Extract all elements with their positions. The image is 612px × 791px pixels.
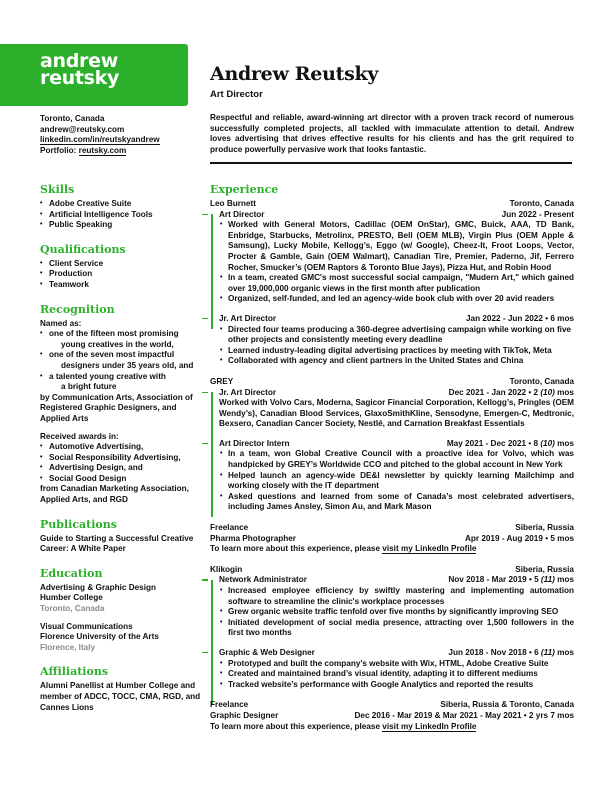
bullet-text: Worked with General Motors, Cadillac (OEM OnStar), GMC, Buick, AAA, TD Bank, Enbridge, Starbucks, Metrolinx, PRESTO, Bell (OEM MLB), Virgin Plus (OEM Apple & Samsung), Lucky Mobile, Kellogg’s, Eggo (w/ Google), Cheez-It, Froot Loops, Vector, Procter & Gamble, Gain (OEM Walmart), Canadian Tire, Premier, Paderno, Jif, Ferrero Rocher, Smucker’s (OEM Raptors & Toronto Blue Jays), Pizza Hut, and Robin Hood <box>228 220 574 272</box>
role-tick <box>202 392 208 394</box>
list-item: • Social Responsibility Advertising, <box>40 453 202 464</box>
list-item: • Production <box>40 269 202 280</box>
list-item: • Automotive Advertising, <box>40 442 202 453</box>
header-divider <box>210 162 572 164</box>
role-title: Pharma Photographer <box>210 533 296 543</box>
company-name: Klikogin <box>210 564 243 574</box>
role-row <box>210 711 574 722</box>
list-item: • Social Good Design <box>40 474 202 485</box>
role-tick <box>202 579 208 581</box>
list-item: • Created and maintained brand’s visual identity, adapting it to different mediums <box>219 669 574 680</box>
education-program: Visual Communications <box>40 621 133 631</box>
role-row <box>219 388 574 399</box>
dates-tail: mos <box>554 647 574 657</box>
list-item: • In a team, won Global Creative Council with a proactive idea for Volvo, which was handpicked by GREY’s Worldwide CCO and pitched to the global account in New York <box>219 449 574 470</box>
education-school: Florence University of the Arts <box>40 632 159 642</box>
role-graphic-web-designer <box>210 648 574 690</box>
publications-heading: Publications <box>40 517 117 531</box>
named-item-line: a bright future <box>61 382 117 392</box>
portfolio-label: Portfolio: <box>40 145 79 155</box>
dates-ital: (11) <box>540 575 555 585</box>
list-item <box>219 220 574 273</box>
list-item <box>40 372 202 393</box>
list-item: • Adobe Creative Suite <box>40 199 202 210</box>
linkedin-note <box>210 722 574 733</box>
role-dates <box>448 575 574 586</box>
role-tick <box>202 318 208 320</box>
list-item: • Asked questions and learned from some of Canada’s most celebrated advertisers, including James Ansley, Simon Au, and Mark Mason <box>219 492 574 513</box>
company-location: Siberia, Russia <box>515 564 574 574</box>
role-dates: Jan 2022 - Jun 2022 • 6 mos <box>466 313 574 323</box>
company-grey <box>210 377 574 513</box>
list-item: • Grew organic website traffic tenfold over five months by significantly improving SEO <box>219 607 574 618</box>
company-name: Leo Burnett <box>210 199 256 208</box>
awards-label: Received awards in: <box>40 431 119 441</box>
company-name: Freelance <box>210 523 249 533</box>
role-art-director <box>210 210 574 305</box>
list-item <box>40 329 202 350</box>
list-item <box>40 350 202 371</box>
role-row <box>219 210 574 221</box>
role-description: Worked with Volvo Cars, Moderna, Sagicor Financial Corporation, Kellogg’s, Pringles (OEM Wendy’s), Canadian Blood Services, GlaxoSmithKline, Sensodyne, Emergen-C, Medtronic, Bexsero, Canadian Cancer Society, Nestlé, and Carnation Breakfast Essentials <box>219 398 574 429</box>
dates-main: Nov 2018 - Mar 2019 • 5 <box>448 575 541 585</box>
company-row <box>210 523 574 534</box>
qualifications-list <box>40 259 202 291</box>
contact-linkedin-link[interactable]: linkedin.com/in/reutskyandrew <box>40 135 160 145</box>
awards-from-text: from Canadian Marketing Association, Applied Arts, and RGD <box>40 484 189 505</box>
list-item: • Organized, self-funded, and led an agency-wide book club with over 20 avid readers <box>219 294 574 305</box>
role-title: Network Administrator <box>219 575 307 585</box>
role-bullets <box>219 325 574 367</box>
sidebar-column <box>40 183 202 713</box>
list-item: • Directed four teams producing a 360-degree advertising campaign while working on five other projects and consistently meeting every deadline <box>219 325 574 346</box>
education-program: Advertising & Graphic Design <box>40 582 157 592</box>
company-row <box>210 565 574 576</box>
company-leo-burnett <box>210 199 574 367</box>
linkedin-profile-link[interactable]: visit my LinkedIn Profile <box>382 544 477 554</box>
qualifications-heading: Qualifications <box>40 242 126 256</box>
list-item: • Advertising Design, and <box>40 463 202 474</box>
role-dates: Jun 2022 - Present <box>501 209 574 219</box>
logo-line-first: andrew <box>40 50 118 72</box>
dates-main: Jun 2018 - Nov 2018 • 6 <box>448 647 541 657</box>
company-location: Toronto, Canada <box>509 199 574 208</box>
dates-ital: (11) <box>540 647 555 657</box>
role-tick <box>202 214 208 216</box>
dates-tail: mos <box>554 575 574 585</box>
note-text: To learn more about this experience, please <box>210 544 383 554</box>
role-title: Jr. Art Director <box>219 387 277 397</box>
list-item: • In a team, created GMC's most successful social campaign, "Mudern Art," which gained over 19,000,000 organic views in the first month after publication <box>219 273 574 294</box>
role-title: Graphic Designer <box>210 710 279 720</box>
named-item-line: designers under 35 years old, and <box>61 360 194 370</box>
list-item: • Public Speaking <box>40 220 202 231</box>
contact-email[interactable]: andrew@reutsky.com <box>40 124 125 134</box>
education-location: Toronto, Canada <box>40 604 105 614</box>
logo-banner <box>0 44 188 106</box>
portfolio-link[interactable]: reutsky.com <box>78 145 127 155</box>
role-bullets <box>219 586 574 639</box>
role-bullets <box>219 659 574 691</box>
company-row <box>210 700 574 711</box>
company-row <box>210 377 574 388</box>
education-item <box>40 583 202 615</box>
linkedin-profile-link[interactable]: visit my LinkedIn Profile <box>382 721 477 731</box>
skills-heading: Skills <box>40 183 75 196</box>
experience-heading: Experience <box>210 183 279 196</box>
named-item-line: young creatives in the world, <box>61 339 174 349</box>
affiliations-heading: Affiliations <box>40 665 109 679</box>
company-name: GREY <box>210 376 234 386</box>
role-title: Art Director <box>219 209 265 219</box>
named-item-line: a talented young creative with <box>49 371 166 381</box>
publication-title: Guide to Starting a Successful Creative Career: A White Paper <box>40 533 194 554</box>
role-title: Art Director Intern <box>219 438 290 448</box>
list-item: • Increased employee efficiency by swiftly mastering and implementing automation software to streamline the clinic's workplace processes <box>219 586 574 607</box>
logo-line-last: reutsky <box>40 67 120 89</box>
list-item: • Helped launch an agency-wide DE&I newsletter by quickly learning Mailchimp and working closely with the IT department <box>219 471 574 492</box>
company-freelance-designer <box>210 700 574 732</box>
named-item-line: one of the fifteen most promising <box>49 329 179 339</box>
company-klikogin <box>210 565 574 691</box>
education-item <box>40 622 202 654</box>
list-item: • Collaborated with agency and client partners in the United States and China <box>219 356 574 367</box>
linkedin-note <box>210 544 574 555</box>
role-bullets <box>219 449 574 513</box>
role-dates: Dec 2016 - Mar 2019 & Mar 2021 - May 2021 • 2 yrs 7 mos <box>354 710 574 720</box>
education-location: Florence, Italy <box>40 642 96 652</box>
company-location: Siberia, Russia <box>515 523 574 533</box>
awards-list <box>40 442 202 484</box>
role-row <box>219 439 574 450</box>
role-art-director-intern <box>210 439 574 513</box>
role-row <box>210 534 574 545</box>
logo-wordmark <box>40 50 120 89</box>
contact-block <box>40 114 200 156</box>
named-item-line: one of the seven most impactful <box>49 350 175 360</box>
list-item: • Teamwork <box>40 280 202 291</box>
role-dates: Apr 2019 - Aug 2019 • 5 mos <box>464 533 574 543</box>
dates-main: May 2021 - Dec 2021 • 8 <box>446 438 541 448</box>
role-row <box>219 575 574 586</box>
named-as-label: Named as: <box>40 318 82 328</box>
role-jr-art-director <box>210 388 574 430</box>
company-location: Siberia, Russia & Toronto, Canada <box>440 700 574 710</box>
role-network-administrator <box>210 575 574 639</box>
summary-paragraph: Respectful and reliable, award-winning art director with a proven track record of numerous successfully completed projects, all tackled with immaculate attention to detail. Andrew loves advertising that drives effective results for his clients and has the grit required to produce powerfully pervasive work that looks fantastic. <box>210 113 574 154</box>
skills-list <box>40 199 202 231</box>
company-row <box>210 199 574 210</box>
role-bullets <box>219 220 574 305</box>
recognition-heading: Recognition <box>40 302 115 316</box>
dates-tail: mos <box>554 387 574 397</box>
dates-main: Dec 2021 - Jan 2022 • 2 <box>448 387 541 397</box>
affiliations-text: Alumni Panellist at Humber College and member of ADCC, TOCC, CMA, RGD, and Cannes Lions <box>40 681 201 712</box>
named-by-text: by Communication Arts, Association of Registered Graphic Designers, and Applied Arts <box>40 392 193 423</box>
role-row <box>219 648 574 659</box>
role-tick <box>202 652 208 654</box>
list-item: • Learned industry-leading digital advertising practices by meeting with TikTok, Meta <box>219 346 574 357</box>
role-title: Graphic & Web Designer <box>219 647 315 657</box>
page-title: Andrew Reutsky <box>210 63 379 85</box>
role-tick <box>202 443 208 445</box>
company-name: Freelance <box>210 700 249 710</box>
dates-tail: mos <box>554 438 574 448</box>
list-item: • Artificial Intelligence Tools <box>40 210 202 221</box>
education-heading: Education <box>40 566 103 580</box>
role-title: Jr. Art Director <box>219 313 277 323</box>
role-dates <box>447 439 574 450</box>
list-item: • Initiated development of social media presence, attracting over 1,500 followers in the first two months <box>219 618 574 639</box>
dates-ital: (10) <box>540 438 555 448</box>
job-title: Art Director <box>210 89 263 100</box>
role-row <box>219 314 574 325</box>
list-item: • Client Service <box>40 259 202 270</box>
contact-location: Toronto, Canada <box>40 114 105 123</box>
company-freelance-photographer <box>210 523 574 555</box>
dates-ital: (10) <box>540 387 555 397</box>
named-as-list <box>40 329 202 393</box>
education-school: Humber College <box>40 593 103 603</box>
role-dates <box>449 388 574 399</box>
role-jr-art-director <box>210 314 574 367</box>
role-dates <box>448 648 574 659</box>
experience-column <box>210 183 574 732</box>
company-location: Toronto, Canada <box>509 376 574 386</box>
list-item: • Prototyped and built the company’s website with Wix, HTML, Adobe Creative Suite <box>219 659 574 670</box>
list-item: • Tracked website’s performance with Google Analytics and reported the results <box>219 680 574 691</box>
note-text: To learn more about this experience, please <box>210 721 383 731</box>
